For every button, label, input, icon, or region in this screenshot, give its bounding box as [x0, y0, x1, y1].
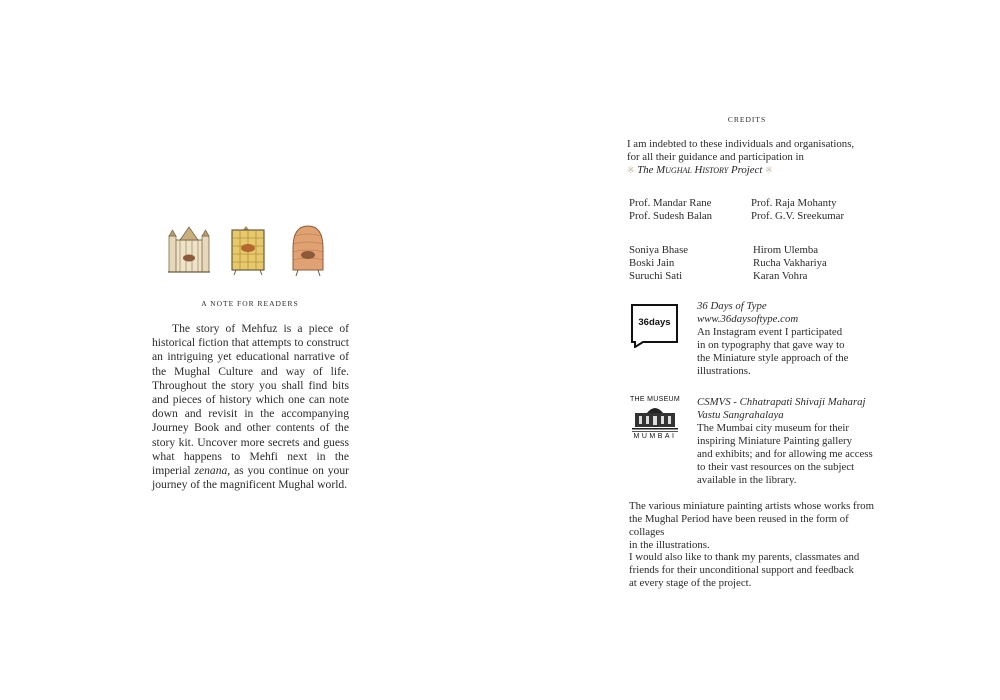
- paragraph-line: I would also like to thank my parents, classmates and: [629, 551, 860, 563]
- project-word: Project: [730, 164, 763, 176]
- museum-title: Vastu Sangrahalaya: [697, 409, 784, 421]
- people-left: [629, 244, 688, 283]
- paragraph-line: the Mughal Period have been reused in the form of collages: [629, 513, 849, 538]
- project-the: The: [637, 164, 654, 176]
- 36days-logo: [629, 302, 681, 348]
- 36days-title: 36 Days of Type: [697, 300, 767, 312]
- ornament-icon: ※: [627, 165, 635, 175]
- dome-cage-icon: [293, 226, 323, 276]
- person-name: Hirom Ulemba: [753, 244, 819, 256]
- 36days-url: www.36daysoftype.com: [697, 313, 799, 325]
- credits-heading: CREDITS: [727, 115, 767, 124]
- paragraph-line: friends for their unconditional support and feedback: [629, 564, 854, 576]
- thanks-paragraph: [629, 551, 881, 590]
- people-right: [753, 244, 827, 283]
- note-body-text: The story of Mehfuz is a piece of historical fiction that attempts to construct an intriguing yet educational narrative of the Mughal Culture and way of life. Throughout the story you shall find bits and pieces of history which one can note down and revisit in the accompanying Journey Book and other contents of the story kit. Uncover more secrets and guess what happens to Mehfi next in the imperial: [152, 322, 349, 478]
- person-name: Soniya Bhase: [629, 244, 689, 256]
- 36days-line: illustrations.: [697, 365, 751, 377]
- intro-line: for all their guidance and participation in: [627, 151, 804, 163]
- professor-name: Prof. Mandar Rane: [629, 197, 712, 209]
- museum-logo-top: THE MUSEUM: [629, 396, 681, 403]
- museum-line: to their vast resources on the subject: [697, 461, 855, 473]
- 36days-line: the Miniature style approach of the: [697, 352, 849, 364]
- paragraph-line: The various miniature painting artists whose works from: [629, 500, 874, 512]
- birdcage-illustrations: [166, 222, 336, 278]
- professor-name: Prof. Raja Mohanty: [751, 197, 837, 209]
- museum-line: and exhibits; and for allowing me access: [697, 448, 873, 460]
- credits-intro: [627, 138, 877, 177]
- museum-logo: [629, 396, 681, 452]
- museum-building-icon: [629, 403, 681, 433]
- professor-name: Prof. G.V. Sreekumar: [751, 210, 845, 222]
- professor-name: Prof. Sudesh Balan: [629, 210, 713, 222]
- project-name: Mughal History: [656, 164, 729, 176]
- note-body: [152, 322, 349, 492]
- ornament-icon: ※: [765, 165, 773, 175]
- person-name: Boski Jain: [629, 257, 675, 269]
- professors-right: [751, 197, 844, 223]
- square-cage-icon: [232, 226, 264, 275]
- 36days-credit: [697, 300, 877, 378]
- paragraph-line: in the illustrations.: [629, 539, 710, 551]
- note-body-italic: zenana: [194, 464, 228, 478]
- museum-credit: [697, 396, 882, 487]
- museum-line: The Mumbai city museum for their: [697, 422, 850, 434]
- paragraph-line: at every stage of the project.: [629, 577, 752, 589]
- museum-logo-bottom: MUMBAI: [633, 433, 677, 440]
- note-heading: A NOTE FOR READERS: [201, 299, 299, 308]
- person-name: Rucha Vakhariya: [753, 257, 827, 269]
- person-name: Karan Vohra: [753, 270, 808, 282]
- palace-cage-icon: [168, 227, 210, 272]
- 36days-line: An Instagram event I participated: [697, 326, 843, 338]
- artists-paragraph: [629, 500, 881, 552]
- 36days-line: in on typography that gave way to: [697, 339, 845, 351]
- person-name: Suruchi Sati: [629, 270, 683, 282]
- intro-line: I am indebted to these individuals and organisations,: [627, 138, 855, 150]
- professors-left: [629, 197, 712, 223]
- museum-line: available in the library.: [697, 474, 797, 486]
- 36days-logo-text: 36days: [638, 317, 671, 328]
- museum-title: CSMVS - Chhatrapati Shivaji Maharaj: [697, 396, 866, 408]
- museum-line: inspiring Miniature Painting gallery: [697, 435, 853, 447]
- project-title: [627, 164, 877, 177]
- note-body-text-end: , as you continue on your journey of the magnificent Mughal world.: [152, 464, 349, 492]
